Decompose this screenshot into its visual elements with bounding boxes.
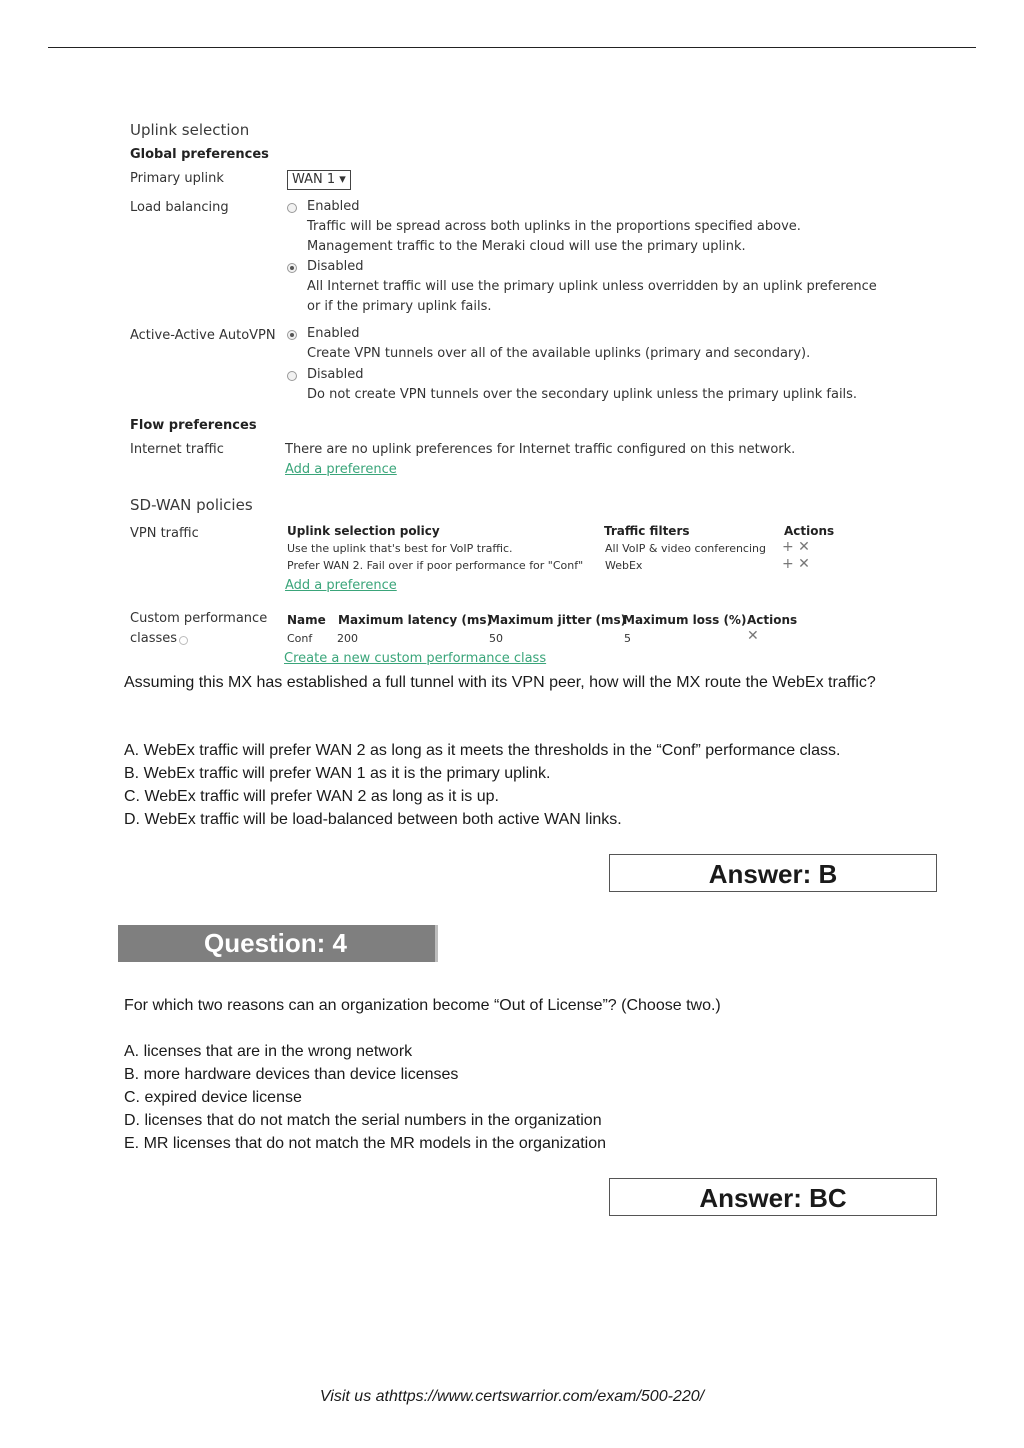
aa-disabled-desc: Do not create VPN tunnels over the secondary uplink unless the primary uplink fails. xyxy=(307,387,858,402)
lb-disabled-desc: or if the primary uplink fails. xyxy=(307,299,492,314)
vpn-row-actions[interactable]: + ✕ xyxy=(782,539,810,555)
header-rule xyxy=(48,47,976,48)
perf-col-actions: Actions xyxy=(747,613,798,627)
global-preferences-heading: Global preferences xyxy=(130,147,269,162)
q3-option-a: A. WebEx traffic will prefer WAN 2 as long as it meets the thresholds in the “Conf” performance class. xyxy=(124,742,841,759)
question-4-title: Question: 4 xyxy=(204,928,348,958)
q3-option-c: C. WebEx traffic will prefer WAN 2 as long as it is up. xyxy=(124,788,499,805)
delete-class-icon[interactable]: ✕ xyxy=(747,628,759,644)
primary-uplink-select[interactable]: WAN 1 ▾ xyxy=(287,170,351,190)
flow-preferences-heading: Flow preferences xyxy=(130,418,257,433)
sdwan-policies-heading: SD-WAN policies xyxy=(130,496,253,514)
vpn-row-policy: Use the uplink that's best for VoIP traffic. xyxy=(287,542,513,555)
q4-option-e: E. MR licenses that do not match the MR models in the organization xyxy=(124,1135,607,1152)
aa-disabled-label: Disabled xyxy=(307,367,364,382)
aa-enabled-desc: Create VPN tunnels over all of the available uplinks (primary and secondary). xyxy=(307,346,811,361)
perf-col-latency: Maximum latency (ms) xyxy=(338,613,492,627)
lb-disabled-label: Disabled xyxy=(307,259,364,274)
aa-enabled-radio[interactable] xyxy=(287,330,297,340)
q4-question: For which two reasons can an organization become “Out of License”? (Choose two.) xyxy=(124,997,721,1014)
q4-option-d: D. licenses that do not match the serial numbers in the organization xyxy=(124,1112,602,1129)
meraki-uplink-settings-screenshot xyxy=(120,115,940,670)
vpn-col-filters: Traffic filters xyxy=(604,524,690,538)
question-4-banner xyxy=(118,925,438,962)
uplink-selection-heading: Uplink selection xyxy=(130,121,250,139)
q4-answer-box: Answer: BC xyxy=(609,1178,937,1216)
vpn-row-filter: WebEx xyxy=(605,559,643,572)
footer-link[interactable]: Visit us athttps://www.certswarrior.com/exam/500-220/ xyxy=(319,1388,705,1405)
internet-traffic-label: Internet traffic xyxy=(130,442,224,457)
lb-disabled-radio[interactable] xyxy=(287,263,297,273)
custom-performance-label: Custom performance xyxy=(130,611,268,626)
aa-enabled-label: Enabled xyxy=(307,326,360,341)
vpn-col-policy: Uplink selection policy xyxy=(287,524,440,538)
load-balancing-label: Load balancing xyxy=(130,200,229,215)
q4-option-a: A. licenses that are in the wrong network xyxy=(124,1043,413,1060)
vpn-traffic-label: VPN traffic xyxy=(130,526,199,541)
perf-latency: 200 xyxy=(337,632,358,645)
primary-uplink-label: Primary uplink xyxy=(130,171,224,186)
lb-disabled-desc: All Internet traffic will use the primary uplink unless overridden by an uplink preference xyxy=(307,279,877,294)
custom-performance-label: classes xyxy=(130,631,178,646)
q3-option-d: D. WebEx traffic will be load-balanced between both active WAN links. xyxy=(124,811,622,828)
q4-option-c: C. expired device license xyxy=(124,1089,302,1106)
internet-traffic-text: There are no uplink preferences for Internet traffic configured on this network. xyxy=(285,442,796,457)
perf-col-name: Name xyxy=(287,613,326,627)
add-preference-link[interactable]: Add a preference xyxy=(285,462,397,477)
add-preference-link-2[interactable]: Add a preference xyxy=(285,578,397,593)
vpn-row-policy: Prefer WAN 2. Fail over if poor performance for "Conf" xyxy=(287,559,584,572)
perf-loss: 5 xyxy=(624,632,631,645)
active-active-autovpn-label: Active-Active AutoVPN xyxy=(130,328,276,343)
lb-enabled-radio[interactable] xyxy=(287,203,297,213)
vpn-col-actions: Actions xyxy=(784,524,835,538)
q3-option-b: B. WebEx traffic will prefer WAN 1 as it is the primary uplink. xyxy=(124,765,551,782)
create-custom-class-link[interactable]: Create a new custom performance class xyxy=(284,651,547,666)
q3-question: Assuming this MX has established a full tunnel with its VPN peer, how will the MX route the WebEx traffic? xyxy=(124,674,876,691)
lb-enabled-desc: Management traffic to the Meraki cloud will use the primary uplink. xyxy=(307,239,746,254)
lb-enabled-desc: Traffic will be spread across both uplinks in the proportions specified above. xyxy=(307,219,801,234)
lb-enabled-label: Enabled xyxy=(307,199,360,214)
q3-answer-box: Answer: B xyxy=(609,854,937,892)
aa-disabled-radio[interactable] xyxy=(287,371,297,381)
vpn-row-filter: All VoIP & video conferencing xyxy=(605,542,766,555)
perf-jitter: 50 xyxy=(489,632,503,645)
vpn-row-actions[interactable]: + ✕ xyxy=(782,556,810,572)
perf-col-jitter: Maximum jitter (ms) xyxy=(488,613,627,627)
perf-name: Conf xyxy=(287,632,313,645)
perf-col-loss: Maximum loss (%) xyxy=(623,613,747,627)
info-icon[interactable] xyxy=(179,636,188,645)
q4-option-b: B. more hardware devices than device licenses xyxy=(124,1066,459,1083)
